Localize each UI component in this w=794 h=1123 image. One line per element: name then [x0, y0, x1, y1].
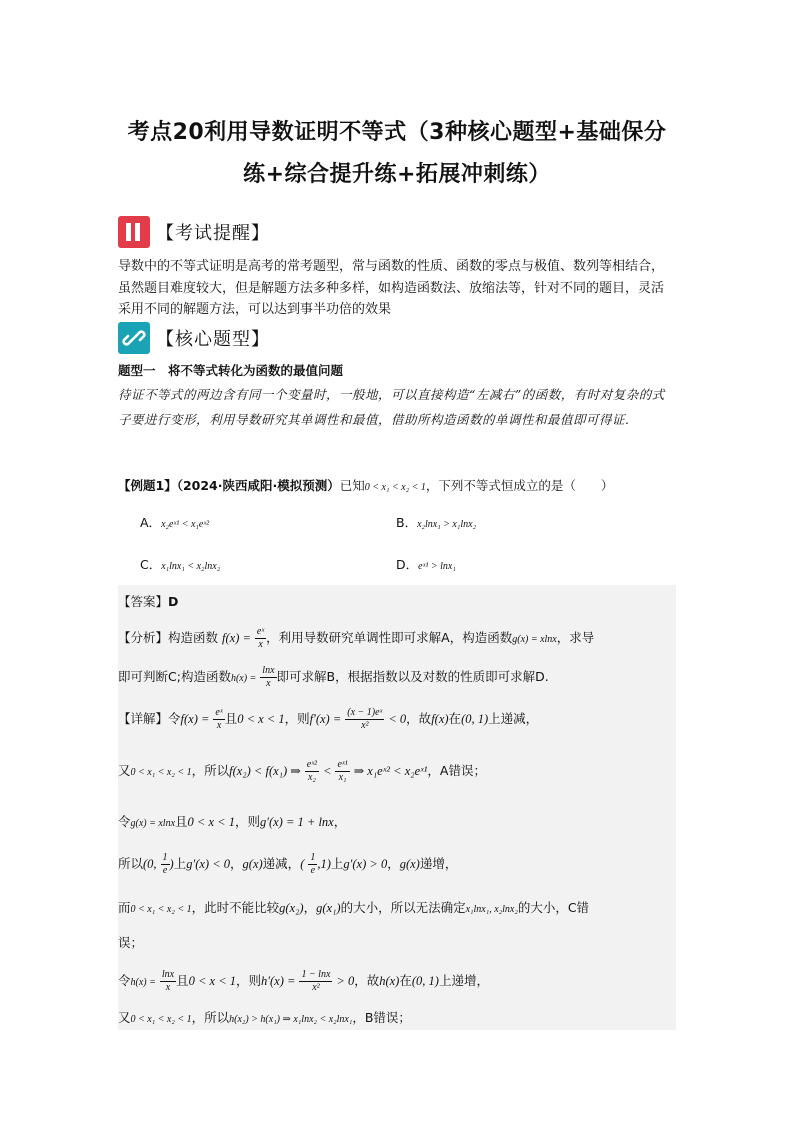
example-condition: 0 < x₁ < x₂ < 1: [364, 482, 426, 493]
detail-line-5: 而0 < x₁ < x₂ < 1，此时不能比较g(x₂)，g(x₁)的大小，所以无法确定x₁lnx₁, x₂lnx₂的大小，C错: [118, 900, 590, 915]
section-header-core: [118, 322, 270, 354]
reminder-paragraph: 导数中的不等式证明是高考的常考题型，常与函数的性质、函数的零点与极值、数列等相结合，虽然题目难度较大，但是解题方法多种多样，如构造函数法、放缩法等，针对不同的题目，灵活采用不同的解题方法，可以达到事半功倍的效果: [118, 259, 665, 317]
page-title: 考点20利用导数证明不等式（3种核心题型+基础保分练+综合提升练+拓展冲刺练）: [127, 120, 667, 187]
section-label-core: 【核心题型】: [156, 329, 270, 350]
option-a: A．x₂eˣ¹ < x₁eˣ²: [140, 515, 210, 530]
option-d: D．eˣ¹ > lnx₁: [396, 557, 456, 572]
detail-line-7: 令h(x) = $\frac{\ln x}{x}$ 且0 < x < 1，则h′(x) = $\frac{1 - \ln x}{\text{x²}}$ > 0，故h(x)在(0, 1)上递增，: [118, 969, 489, 993]
analysis-line-1: 【分析】构造函数 f(x) = $\frac{\text{eˣ}}{x}$ ，利用导数研究单调性即可求解A，构造函数g(x) = xlnx，求导: [118, 626, 595, 650]
option-b: B．x₂lnx₁ > x₁lnx₂: [396, 515, 477, 530]
type1-description: 待证不等式的两边含有同一个变量时，一般地，可以直接构造“左减右”的函数，有时对复杂的式子要进行变形，利用导数研究其单调性和最值，借助所构造函数的单调性和最值即可得证.: [118, 387, 665, 427]
detail-line-6: 误；: [118, 935, 144, 950]
answer-line: 【答案】D: [118, 594, 179, 609]
example-source: （2024·陕西咸阳·模拟预测）: [176, 478, 340, 493]
example-stem: 【例题1】（2024·陕西咸阳·模拟预测）已知0 < x₁ < x₂ < 1，下列不等式恒成立的是（ ）: [118, 478, 614, 493]
answer-value: D: [168, 594, 179, 609]
detail-line-4: 所以(0, $\frac{1}{e}$ )上g′(x) < 0，g(x)递减，( $\frac{1}{e}$ ,1)上g′(x) > 0，g(x)递增，: [118, 852, 458, 876]
section-header-reminder: [118, 216, 270, 248]
detail-line-8: 又0 < x₁ < x₂ < 1，所以h(x₂) > h(x₁) ⇒ x₁lnx₂ < x₂lnx₁，B错误；: [118, 1010, 411, 1025]
detail-line-3: 令g(x) = xlnx且0 < x < 1，则g′(x) = 1 + lnx，: [118, 814, 347, 829]
detail-line-2: 又0 < x₁ < x₂ < 1，所以f(x₂) < f(x₁) ⇒ $\frac{\text{eˣ²}}{\text{x₂}}$ < $\frac{\text{eˣ¹}}{\text{x₁}}$ ⇒ x₁eˣ² < x₂eˣ¹，A错误；: [118, 759, 486, 783]
detail-line-1: 【详解】令f(x) = $\frac{\text{eˣ}}{x}$ 且0 < x < 1，则f′(x) = $\frac{\text{(x − 1)eˣ}}{\text{x²}}$ < 0，故f(x)在(0, 1)上递减，: [118, 707, 539, 731]
link-icon: [118, 322, 150, 354]
type1-heading: 题型一 将不等式转化为函数的最值问题: [118, 363, 344, 378]
pause-bars-icon: [118, 216, 150, 248]
solution-box: [118, 585, 676, 1030]
option-c: C．x₁lnx₁ < x₂lnx₂: [140, 557, 221, 572]
example-label: 【例题1】: [118, 478, 177, 493]
analysis-line-2: 即可判断C;构造函数h(x) = $\frac{\ln x}{x}$ 即可求解B，根据指数以及对数的性质即可求解D.: [118, 665, 549, 689]
section-label-reminder: 【考试提醒】: [156, 223, 270, 244]
